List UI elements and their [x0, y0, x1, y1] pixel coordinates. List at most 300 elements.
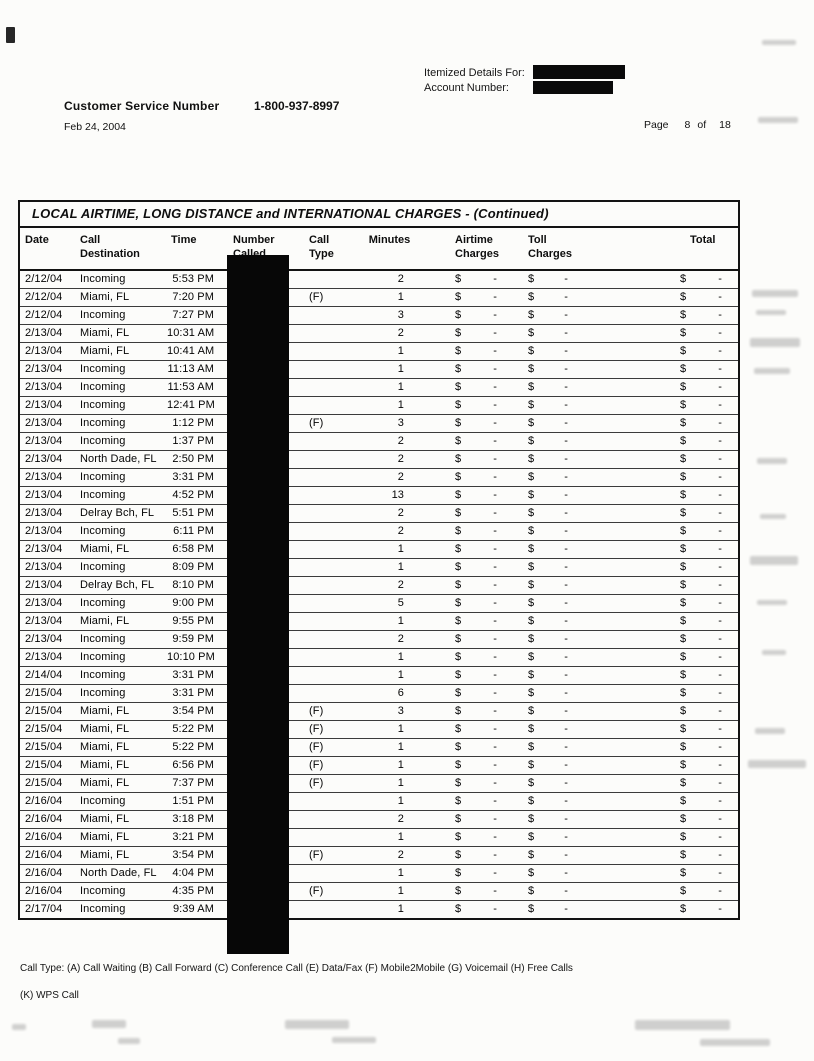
amount-dash: - — [564, 651, 568, 663]
currency-symbol: $ — [528, 867, 535, 879]
time-cell: 9:00 PM — [167, 594, 227, 612]
currency-symbol: $ — [528, 633, 535, 645]
time-cell: 1:37 PM — [167, 432, 227, 450]
call-type-cell — [297, 432, 362, 450]
airtime-charge-cell — [417, 342, 512, 360]
scan-artifact — [12, 1024, 26, 1030]
minutes-cell: 2 — [362, 810, 417, 828]
table-row — [20, 540, 738, 558]
currency-symbol: $ — [680, 471, 687, 483]
currency-symbol: $ — [528, 849, 535, 861]
time-cell: 3:54 PM — [167, 702, 227, 720]
airtime-charge-cell — [417, 738, 512, 756]
currency-symbol: $ — [680, 651, 687, 663]
currency-symbol: $ — [455, 813, 462, 825]
amount-dash: - — [564, 417, 568, 429]
amount-dash: - — [493, 885, 497, 897]
time-cell: 2:50 PM — [167, 450, 227, 468]
airtime-charge-cell — [417, 522, 512, 540]
total-cell — [602, 414, 738, 432]
toll-charge-cell — [512, 342, 602, 360]
table-row — [20, 342, 738, 360]
amount-dash: - — [493, 849, 497, 861]
airtime-charge-cell — [417, 720, 512, 738]
amount-dash: - — [493, 651, 497, 663]
destination-cell: Miami, FL — [72, 756, 167, 774]
total-cell — [602, 576, 738, 594]
table-row — [20, 720, 738, 738]
amount-dash: - — [718, 849, 722, 861]
currency-symbol: $ — [528, 813, 535, 825]
call-type-cell — [297, 810, 362, 828]
minutes-cell: 3 — [362, 306, 417, 324]
call-type-cell: (F) — [297, 756, 362, 774]
currency-symbol: $ — [528, 615, 535, 627]
table-row — [20, 828, 738, 846]
toll-charge-cell — [512, 558, 602, 576]
call-type-cell — [297, 792, 362, 810]
customer-service-number: 1-800-937-8997 — [254, 99, 340, 113]
airtime-charge-cell — [417, 594, 512, 612]
amount-dash: - — [564, 615, 568, 627]
currency-symbol: $ — [680, 903, 687, 916]
call-type-cell — [297, 486, 362, 504]
table-row — [20, 594, 738, 612]
date-cell: 2/16/04 — [20, 864, 72, 882]
time-cell: 7:37 PM — [167, 774, 227, 792]
minutes-cell: 2 — [362, 576, 417, 594]
total-cell — [602, 864, 738, 882]
currency-symbol: $ — [528, 489, 535, 501]
scan-artifact — [750, 556, 798, 565]
airtime-charge-cell — [417, 432, 512, 450]
account-number-redaction — [533, 81, 613, 94]
table-header-row — [20, 228, 738, 270]
call-type-cell — [297, 522, 362, 540]
amount-dash: - — [564, 543, 568, 555]
time-cell: 9:59 PM — [167, 630, 227, 648]
minutes-cell: 13 — [362, 486, 417, 504]
call-type-cell — [297, 558, 362, 576]
minutes-cell: 1 — [362, 378, 417, 396]
airtime-charge-cell — [417, 756, 512, 774]
minutes-cell: 2 — [362, 468, 417, 486]
minutes-cell: 1 — [362, 360, 417, 378]
toll-charge-cell — [512, 612, 602, 630]
currency-symbol: $ — [680, 669, 687, 681]
call-type-cell — [297, 594, 362, 612]
time-cell: 4:04 PM — [167, 864, 227, 882]
amount-dash: - — [493, 759, 497, 771]
call-type-cell — [297, 342, 362, 360]
destination-cell: Incoming — [72, 270, 167, 288]
amount-dash: - — [564, 633, 568, 645]
amount-dash: - — [564, 345, 568, 357]
amount-dash: - — [493, 561, 497, 573]
date-cell: 2/16/04 — [20, 810, 72, 828]
amount-dash: - — [564, 363, 568, 375]
destination-cell: Miami, FL — [72, 702, 167, 720]
call-type-cell — [297, 630, 362, 648]
currency-symbol: $ — [528, 327, 535, 339]
toll-charge-cell — [512, 630, 602, 648]
currency-symbol: $ — [680, 291, 687, 303]
time-cell: 5:51 PM — [167, 504, 227, 522]
currency-symbol: $ — [680, 615, 687, 627]
destination-cell: Miami, FL — [72, 810, 167, 828]
amount-dash: - — [564, 849, 568, 861]
call-type-cell — [297, 864, 362, 882]
time-cell: 3:31 PM — [167, 468, 227, 486]
scan-artifact — [762, 40, 796, 45]
currency-symbol: $ — [455, 309, 462, 321]
col-header-call-type: Call Type — [297, 228, 362, 270]
minutes-cell: 2 — [362, 630, 417, 648]
destination-cell: Incoming — [72, 360, 167, 378]
table-row — [20, 450, 738, 468]
call-type-cell — [297, 324, 362, 342]
time-cell: 4:35 PM — [167, 882, 227, 900]
table-row — [20, 792, 738, 810]
minutes-cell: 2 — [362, 504, 417, 522]
amount-dash: - — [718, 507, 722, 519]
destination-cell: Incoming — [80, 903, 126, 916]
time-cell: 9:55 PM — [167, 612, 227, 630]
currency-symbol: $ — [680, 579, 687, 591]
scan-artifact — [332, 1037, 376, 1043]
amount-dash: - — [493, 417, 497, 429]
destination-cell: Incoming — [72, 378, 167, 396]
toll-charge-cell — [512, 576, 602, 594]
toll-charge-cell — [512, 684, 602, 702]
amount-dash: - — [564, 381, 568, 393]
destination-cell: Incoming — [72, 522, 167, 540]
currency-symbol: $ — [680, 507, 687, 519]
time-cell: 11:13 AM — [167, 360, 227, 378]
toll-charge-cell — [512, 594, 602, 612]
time-cell: 8:09 PM — [167, 558, 227, 576]
amount-dash: - — [564, 705, 568, 717]
currency-symbol: $ — [528, 273, 535, 286]
call-type-cell — [297, 666, 362, 684]
currency-symbol: $ — [455, 795, 462, 807]
total-cell — [602, 612, 738, 630]
destination-cell: Incoming — [72, 666, 167, 684]
call-detail-table — [20, 228, 738, 918]
total-cell — [602, 378, 738, 396]
date-cell: 2/16/04 — [20, 882, 72, 900]
date-cell: 2/13/04 — [20, 450, 72, 468]
table-row — [20, 864, 738, 882]
toll-charge-cell — [512, 702, 602, 720]
total-cell — [602, 360, 738, 378]
currency-symbol: $ — [528, 885, 535, 897]
currency-symbol: $ — [680, 705, 687, 717]
col-header-call-destination: Call Destination — [72, 228, 167, 270]
amount-dash: - — [718, 579, 722, 591]
time-cell: 10:41 AM — [167, 342, 227, 360]
destination-cell: Incoming — [72, 396, 167, 414]
total-cell — [602, 522, 738, 540]
destination-cell: Incoming — [72, 594, 167, 612]
currency-symbol: $ — [455, 381, 462, 393]
destination-cell: Incoming — [72, 432, 167, 450]
currency-symbol: $ — [528, 795, 535, 807]
page-label: Page — [644, 119, 669, 131]
currency-symbol: $ — [528, 831, 535, 843]
scan-artifact — [285, 1020, 349, 1029]
date-cell: 2/13/04 — [20, 558, 72, 576]
toll-charge-cell — [512, 882, 602, 900]
currency-symbol: $ — [528, 903, 535, 916]
destination-cell: Delray Bch, FL — [72, 504, 167, 522]
total-cell — [602, 630, 738, 648]
airtime-charge-cell — [417, 414, 512, 432]
currency-symbol: $ — [680, 327, 687, 339]
date-cell: 2/14/04 — [20, 666, 72, 684]
call-type-cell: (F) — [297, 738, 362, 756]
airtime-charge-cell — [417, 630, 512, 648]
table-row — [20, 378, 738, 396]
currency-symbol: $ — [455, 831, 462, 843]
scan-artifact — [752, 290, 798, 297]
destination-cell: Incoming — [72, 792, 167, 810]
currency-symbol: $ — [455, 525, 462, 537]
total-cell — [602, 846, 738, 864]
currency-symbol: $ — [680, 723, 687, 735]
date-cell: 2/12/04 — [20, 288, 72, 306]
time-cell: 5:22 PM — [167, 738, 227, 756]
date-cell: 2/15/04 — [20, 738, 72, 756]
currency-symbol: $ — [528, 471, 535, 483]
table-row — [20, 324, 738, 342]
time-cell: 6:58 PM — [167, 540, 227, 558]
total-cell — [602, 738, 738, 756]
toll-charge-cell — [512, 864, 602, 882]
table-row — [20, 738, 738, 756]
amount-dash: - — [493, 399, 497, 411]
minutes-cell: 1 — [362, 612, 417, 630]
airtime-charge-cell — [417, 612, 512, 630]
total-cell — [602, 288, 738, 306]
call-type-cell — [297, 684, 362, 702]
minutes-cell: 1 — [362, 666, 417, 684]
amount-dash: - — [718, 615, 722, 627]
amount-dash: - — [718, 669, 722, 681]
table-row — [20, 702, 738, 720]
amount-dash: - — [493, 615, 497, 627]
amount-dash: - — [564, 471, 568, 483]
amount-dash: - — [564, 453, 568, 465]
call-type-cell — [297, 360, 362, 378]
amount-dash: - — [718, 741, 722, 753]
table-row — [20, 666, 738, 684]
table-row — [20, 630, 738, 648]
time-cell: 11:53 AM — [167, 378, 227, 396]
charges-table-title: LOCAL AIRTIME, LONG DISTANCE and INTERNATIONAL CHARGES - (Continued) — [20, 202, 738, 228]
date-cell: 2/12/04 — [20, 270, 72, 288]
airtime-charge-cell — [417, 684, 512, 702]
currency-symbol: $ — [455, 561, 462, 573]
currency-symbol: $ — [455, 849, 462, 861]
time-cell: 4:52 PM — [167, 486, 227, 504]
currency-symbol: $ — [455, 669, 462, 681]
amount-dash: - — [718, 471, 722, 483]
page-number: 8 — [684, 119, 691, 131]
call-type-cell: (F) — [297, 882, 362, 900]
destination-cell: North Dade, FL — [72, 450, 167, 468]
toll-charge-cell — [512, 468, 602, 486]
minutes-cell: 2 — [362, 450, 417, 468]
destination-cell: Incoming — [72, 648, 167, 666]
total-cell — [602, 432, 738, 450]
currency-symbol: $ — [680, 597, 687, 609]
scan-artifact — [754, 368, 790, 374]
table-row — [20, 288, 738, 306]
currency-symbol: $ — [680, 849, 687, 861]
currency-symbol: $ — [528, 381, 535, 393]
total-cell — [602, 882, 738, 900]
scan-artifact — [750, 338, 800, 347]
amount-dash: - — [493, 345, 497, 357]
page-indicator — [644, 119, 731, 131]
currency-symbol: $ — [528, 741, 535, 753]
currency-symbol: $ — [455, 273, 462, 286]
amount-dash: - — [564, 867, 568, 879]
currency-symbol: $ — [528, 435, 535, 447]
table-row — [20, 756, 738, 774]
amount-dash: - — [564, 327, 568, 339]
amount-dash: - — [718, 399, 722, 411]
airtime-charge-cell — [417, 468, 512, 486]
currency-symbol: $ — [680, 633, 687, 645]
currency-symbol: $ — [680, 435, 687, 447]
amount-dash: - — [718, 363, 722, 375]
call-type-cell — [297, 504, 362, 522]
amount-dash: - — [564, 489, 568, 501]
call-type-cell — [297, 900, 362, 918]
airtime-charge-cell — [417, 360, 512, 378]
currency-symbol: $ — [528, 363, 535, 375]
minutes-cell: 1 — [362, 756, 417, 774]
total-cell — [602, 648, 738, 666]
airtime-charge-cell — [417, 396, 512, 414]
amount-dash: - — [718, 723, 722, 735]
currency-symbol: $ — [680, 759, 687, 771]
page-of-label: of — [697, 119, 707, 131]
total-cell — [602, 504, 738, 522]
currency-symbol: $ — [528, 417, 535, 429]
toll-charge-cell — [512, 900, 602, 918]
amount-dash: - — [493, 435, 497, 447]
currency-symbol: $ — [455, 723, 462, 735]
date-cell: 2/13/04 — [20, 468, 72, 486]
minutes-cell: 1 — [362, 774, 417, 792]
date-cell: 2/15/04 — [20, 684, 72, 702]
amount-dash: - — [493, 777, 497, 789]
minutes-cell: 5 — [362, 594, 417, 612]
currency-symbol: $ — [455, 741, 462, 753]
currency-symbol: $ — [455, 453, 462, 465]
currency-symbol: $ — [680, 489, 687, 501]
minutes-cell: 1 — [362, 558, 417, 576]
amount-dash: - — [718, 417, 722, 429]
table-row — [20, 270, 738, 288]
minutes-cell: 2 — [362, 324, 417, 342]
airtime-charge-cell — [417, 504, 512, 522]
airtime-charge-cell — [417, 702, 512, 720]
amount-dash: - — [564, 741, 568, 753]
airtime-charge-cell — [417, 558, 512, 576]
currency-symbol: $ — [680, 867, 687, 879]
call-type-cell — [297, 270, 362, 288]
amount-dash: - — [564, 723, 568, 735]
itemized-details-label: Itemized Details For: — [424, 67, 525, 79]
currency-symbol: $ — [680, 813, 687, 825]
destination-cell: Incoming — [72, 630, 167, 648]
amount-dash: - — [564, 795, 568, 807]
time-cell: 3:31 PM — [167, 684, 227, 702]
amount-dash: - — [718, 885, 722, 897]
currency-symbol: $ — [455, 705, 462, 717]
call-type-cell: (F) — [297, 414, 362, 432]
amount-dash: - — [564, 435, 568, 447]
amount-dash: - — [493, 525, 497, 537]
col-header-airtime-charges: Airtime Charges — [417, 228, 512, 270]
amount-dash: - — [493, 309, 497, 321]
currency-symbol: $ — [680, 741, 687, 753]
airtime-charge-cell — [417, 306, 512, 324]
total-cell — [602, 450, 738, 468]
amount-dash: - — [718, 543, 722, 555]
destination-cell: Miami, FL — [72, 720, 167, 738]
amount-dash: - — [718, 273, 722, 286]
minutes-cell: 1 — [362, 648, 417, 666]
currency-symbol: $ — [528, 651, 535, 663]
scan-artifact — [748, 760, 806, 768]
total-cell — [602, 324, 738, 342]
toll-charge-cell — [512, 486, 602, 504]
amount-dash: - — [718, 291, 722, 303]
date-cell: 2/13/04 — [20, 378, 72, 396]
destination-cell: Miami, FL — [72, 774, 167, 792]
amount-dash: - — [718, 813, 722, 825]
currency-symbol: $ — [680, 381, 687, 393]
destination-cell: Delray Bch, FL — [72, 576, 167, 594]
airtime-charge-cell — [417, 882, 512, 900]
table-row — [20, 522, 738, 540]
date-cell: 2/13/04 — [20, 486, 72, 504]
currency-symbol: $ — [680, 561, 687, 573]
minutes-cell: 1 — [362, 396, 417, 414]
total-cell — [602, 756, 738, 774]
amount-dash: - — [718, 309, 722, 321]
amount-dash: - — [564, 813, 568, 825]
time-cell: 3:31 PM — [167, 666, 227, 684]
col-header-toll-charges: Toll Charges — [512, 228, 602, 270]
total-cell — [602, 558, 738, 576]
table-row — [20, 846, 738, 864]
date-cell: 2/12/04 — [20, 306, 72, 324]
date-cell: 2/13/04 — [20, 576, 72, 594]
currency-symbol: $ — [455, 615, 462, 627]
date-cell: 2/13/04 — [20, 360, 72, 378]
table-row — [20, 810, 738, 828]
date-cell: 2/13/04 — [20, 504, 72, 522]
currency-symbol: $ — [455, 687, 462, 699]
time-cell: 8:10 PM — [167, 576, 227, 594]
toll-charge-cell — [512, 756, 602, 774]
